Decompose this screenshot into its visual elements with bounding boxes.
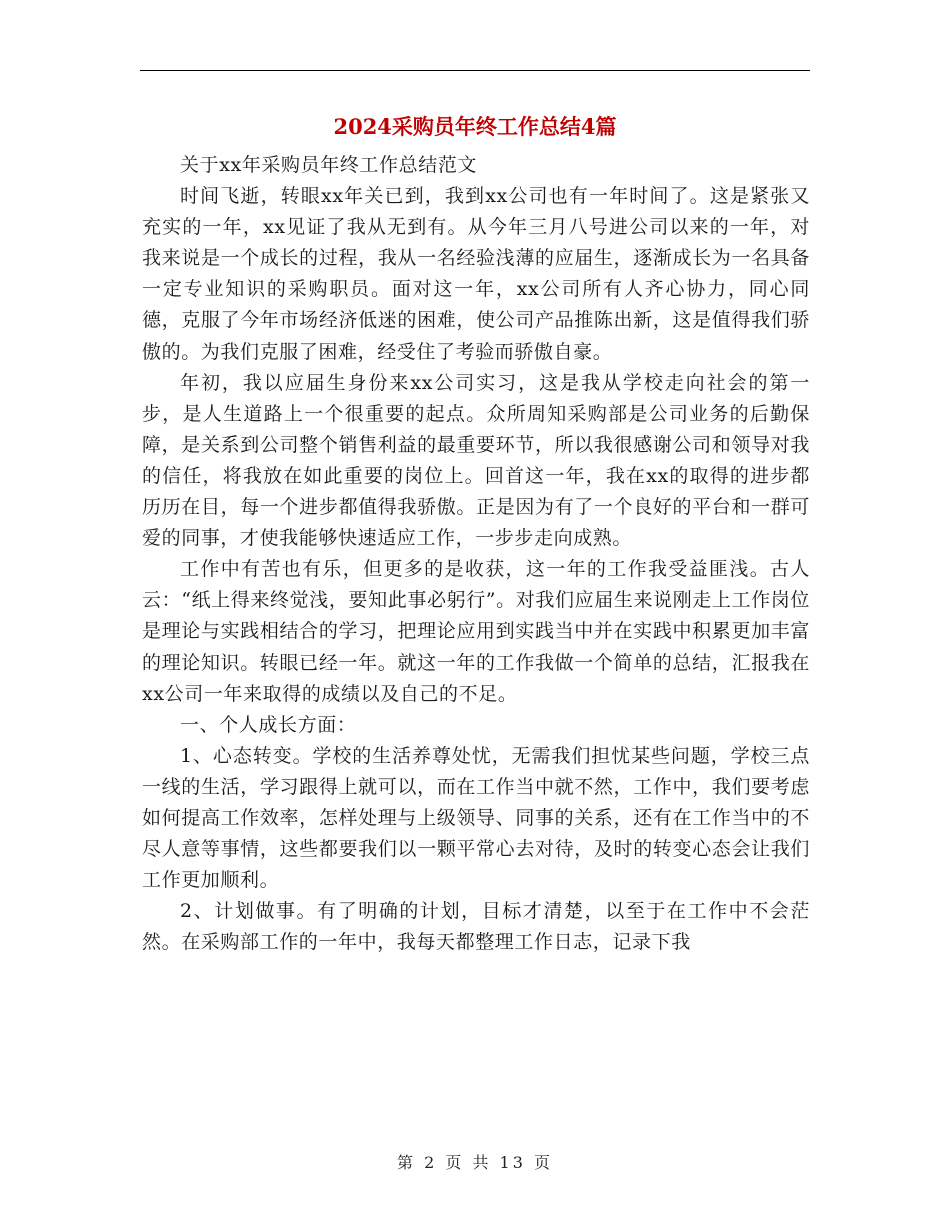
subtitle-paragraph: 关于xx年采购员年终工作总结范文	[180, 154, 478, 176]
header-rule	[140, 70, 810, 71]
page-number-footer: 第 2 页 共 13 页	[397, 1153, 553, 1172]
body-paragraph: 年初，我以应届生身份来xx公司实习，这是我从学校走向社会的第一步，是人生道路上一个很重要的起点。众所周知采购部是公司业务的后勤保障，是关系到公司整个销售利益的最重要环节，所以我很感谢公司和领导对我的信任，将我放在如此重要的岗位上。回首这一年，我在xx的取得的进步都历历在目，每一个进步都值得我骄傲。正是因为有了一个良好的平台和一群可爱的同事，才使我能够快速适应工作，一步步走向成熟。	[142, 371, 810, 550]
document-title: 2024采购员年终工作总结4篇	[333, 114, 617, 139]
body-paragraph: 2、计划做事。有了明确的计划，目标才清楚，以至于在工作中不会茫然。在采购部工作的一年中，我每天都整理工作日志，记录下我	[142, 900, 810, 954]
document-body	[142, 150, 810, 958]
body-paragraph: 1、心态转变。学校的生活养尊处忧，无需我们担忧某些问题，学校三点一线的生活，学习跟得上就可以，而在工作当中就不然，工作中，我们要考虑如何提高工作效率，怎样处理与上级领导、同事的关系，还有在工作当中的不尽人意等事情，这些都要我们以一颗平常心去对待，及时的转变心态会让我们工作更加顺利。	[142, 744, 810, 892]
body-paragraph: 工作中有苦也有乐，但更多的是收获，这一年的工作我受益匪浅。古人云：“纸上得来终觉浅，要知此事必躬行”。对我们应届生来说刚走上工作岗位是理论与实践相结合的学习，把理论应用到实践当中并在实践中积累更加丰富的理论知识。转眼已经一年。就这一年的工作我做一个简单的总结，汇报我在xx公司一年来取得的成绩以及自己的不足。	[142, 558, 810, 705]
body-paragraph: 时间飞逝，转眼xx年关已到，我到xx公司也有一年时间了。这是紧张又充实的一年，xx见证了我从无到有。从今年三月八号进公司以来的一年，对我来说是一个成长的过程，我从一名经验浅薄的应届生，逐渐成长为一名具备一定专业知识的采购职员。面对这一年，xx公司所有人齐心协力，同心同德，克服了今年市场经济低迷的困难，使公司产品推陈出新，这是值得我们骄傲的。为我们克服了困难，经受住了考验而骄傲自豪。	[142, 185, 810, 363]
section-heading: 一、个人成长方面：	[180, 713, 357, 736]
